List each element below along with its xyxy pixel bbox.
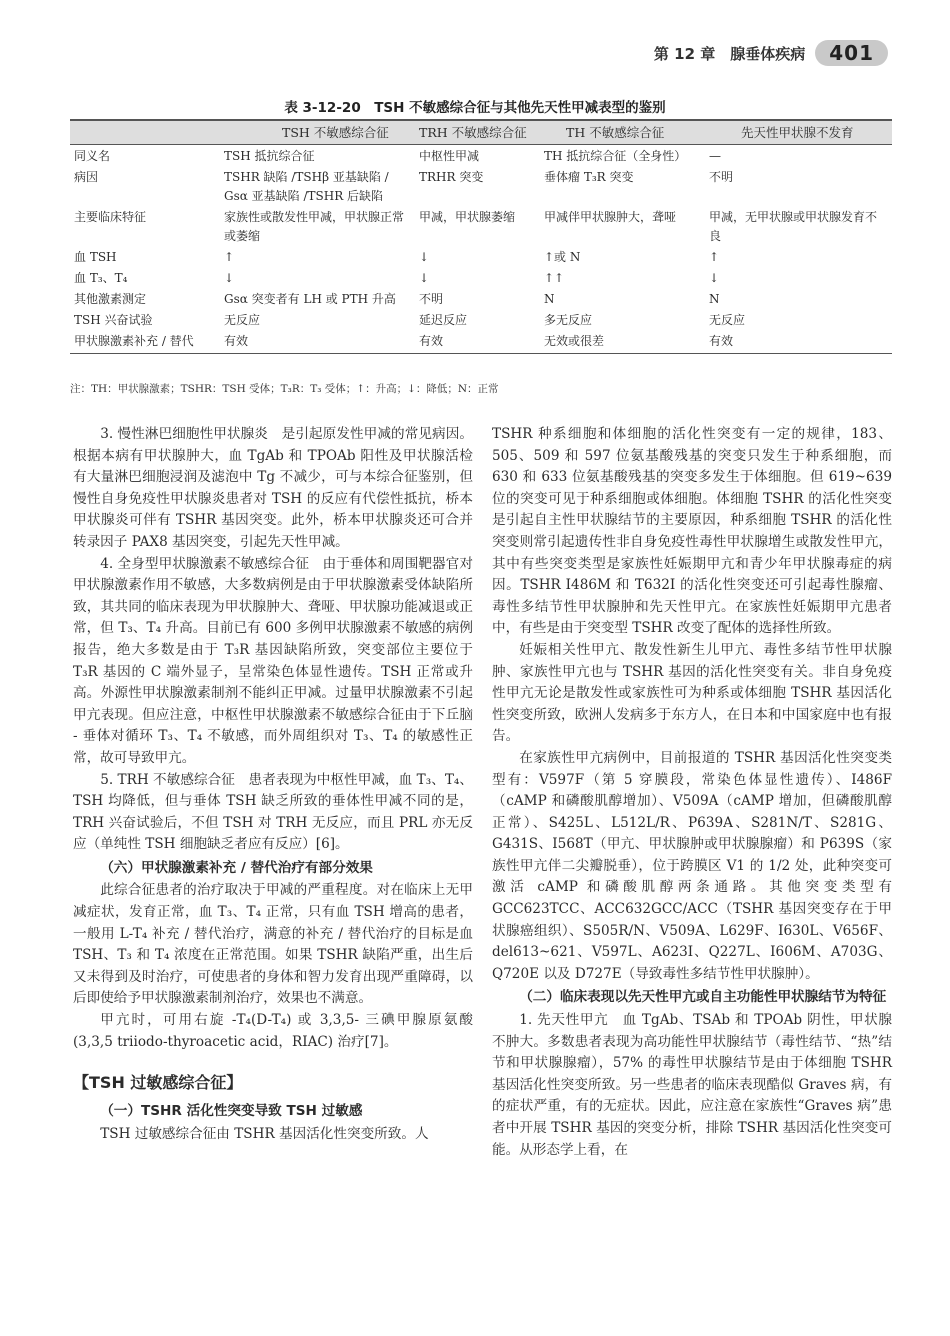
subsection-heading: （六）甲状腺激素补充 / 替代治疗有部分效果 [100,859,373,876]
subsection-heading: （二）临床表现以先天性甲亢或自主功能性甲状腺结节为特征 [519,989,887,1006]
table-header-cell: 先天性甲状腺不发育 [705,120,892,145]
table-cell: ↓ [419,271,430,285]
table-cell: 血 TSH [74,250,117,264]
table-cell: N [544,292,555,306]
page-header [654,40,888,66]
table-cell: 不明 [419,292,444,306]
paragraph: 妊娠相关性甲亢、散发性新生儿甲亢、毒性多结节性甲状腺肿、家族性甲亢也与 TSHR 基因的活化性突变有关。非自身免疫性甲亢无论是散发性或家族性可为种系或体细胞 TSHR 基因活化性突变所致，欧洲人发病多于东方人，在日本和中国家庭中也有报告。 [492,641,892,745]
paragraph: 在家族性甲亢病例中，目前报道的 TSHR 基因活化性突变类型有：V597F（第 5 穿膜段，常染色体显性遗传）、I486F（cAMP 和磷酸肌醇增加）、V509A（cAMP 增加，但磷酸肌醇正常）、S425L、L512L/R、P639A、S281N/T、S281G、G431S、I568T（甲亢、甲状腺肿或甲状腺腺瘤）和 P639S（家族性甲亢伴二尖瓣脱垂），位于跨膜区 V1 的 1/2 处，此种突变可激活 cAMP 和磷酸肌醇两条通路。其他突变类型有 GCC623TCC、ACC632GCC/ACC（TSHR 基因突变存在于甲状腺癌组织）、S505R/N、V509A、L629F、I630L、V656F、del613~621、V597L、A623I、Q227L、I606M、A703G、Q720E 以及 D727E（导致毒性多结节性甲状腺肿）。 [492,749,892,982]
table-cell: TH 抵抗综合征（全身性） [544,149,687,163]
table-cell: 无反应 [224,313,261,327]
table-cell: 甲减伴甲状腺肿大，聋哑 [544,210,677,224]
table-cell: 其他激素测定 [74,292,147,306]
section-heading: 【TSH 过敏感综合征】 [73,1073,243,1093]
table-cell: ↓ [224,271,235,285]
table-note: 注：TH：甲状腺激素；TSHR：TSH 受体；T₃R：T₃ 受体；↑：升高；↓：降低；N：正常 [70,383,499,395]
table-header-cell [70,120,220,145]
table-cell: ↑或 N [544,250,581,264]
table-title: 表 3-12-20 TSH 不敏感综合征与其他先天性甲减表型的鉴别 [284,100,666,116]
table-row [70,267,892,288]
paragraph: 1. 先天性甲亢 血 TgAb、TSAb 和 TPOAb 阴性，甲状腺不肿大。多数患者表现为高功能性甲状腺结节（毒性结节、“热”结节和甲状腺腺瘤），57% 的毒性甲状腺结节是由于体细胞 TSHR 基因活化性突变所致。另一些患者的临床表现酷似 Graves 病，有的症状严重，有的无症状。因此，应注意在家族性“Graves 病”患者中开展 TSHR 基因的突变分析，排除 TSHR 基因活化性突变可能。从形态学上看，在 [492,1012,892,1158]
right-column [492,424,892,1161]
table-cell: 不明 [709,170,734,184]
table-cell: 病因 [74,170,99,184]
table-cell: 延迟反应 [419,313,468,327]
table-cell: 血 T₃、T₄ [74,271,128,285]
table-row [70,206,892,246]
table-cell: ↓ [419,250,430,264]
paragraph: 5. TRH 不敏感综合征 患者表现为中枢性甲减，血 T₃、T₄、TSH 均降低，但与垂体 TSH 缺乏所致的垂体性甲减不同的是，TRH 兴奋试验后，不但 TSH 对 TRH 无反应，而且 PRL 亦无反应（单纯性 TSH 细胞缺乏者应有反应）[6]。 [73,771,473,853]
table-cell: TSH 抵抗综合征 [224,149,315,163]
table-row [70,145,892,167]
left-column [73,424,473,1145]
table-cell: TSH 兴奋试验 [74,313,153,327]
paragraph: 此综合征患者的治疗取决于甲减的严重程度。对在临床上无甲减症状，发育正常，血 T₃、T₄ 正常，只有血 TSH 增高的患者，一般用 L-T₄ 补充 / 替代治疗，满意的补充 / 替代治疗的目标是血 TSH、T₃ 和 T₄ 浓度在正常范围。如果 TSHR 缺陷严重，出生后又未得到及时治疗，可使患者的身体和智力发育出现严重障碍，以后即使给予甲状腺激素制剂治疗，效果也不满意。 [73,882,473,1007]
table-cell: TRHR 突变 [419,170,484,184]
paragraph: TSHR 种系细胞和体细胞的活化性突变有一定的规律，183、505、509 和 597 位氨基酸残基的突变只发生于种系细胞，而 630 和 633 位氨基酸残基的突变多发生于体细胞。但 619~639 位的突变可见于种系细胞或体细胞。体细胞 TSHR 的活化性突变是引起自主性甲状腺结节的主要原因，种系细胞 TSHR 的活化性突变则常引起遗传性非自身免疫性毒性甲状腺增生或散发性甲亢，其中有些突变类型是家族性妊娠期甲亢和青少年甲状腺毒症的病因。TSHR I486M 和 T632I 的活化性突变还可引起毒性腺瘤、毒性多结节性甲状腺肿和先天性甲亢。在家族性妊娠期甲亢患者中，有些是由于突变型 TSHR 改变了配体的选择性所致。 [492,426,892,637]
paragraph: TSH 过敏感综合征由 TSHR 基因活化性突变所致。人 [100,1125,429,1142]
table-row [70,246,892,267]
paragraph: 4. 全身型甲状腺激素不敏感综合征 由于垂体和周围靶器官对甲状腺激素作用不敏感，大多数病例是由于甲状腺激素受体缺陷所致，其共同的临床表现为甲状腺肿大、聋哑、甲状腺功能减退或正常，但 T₃、T₄ 升高。目前已有 600 多例甲状腺激素不敏感的病例报告，绝大多数是由于 T₃R 基因缺陷所致，突变部位主要位于 T₃R 基因的 C 端外显子，呈常染色体显性遗传。TSH 正常或升高。外源性甲状腺激素制剂不能纠正甲减。过量甲状腺激素不引起甲亢表现。但应注意，中枢性甲状腺激素不敏感综合征由于下丘脑 - 垂体对循环 T₃、T₄ 不敏感，而外周组织对 T₃、T₄ 的敏感性正常，故可导致甲亢。 [73,555,473,766]
table-cell: 垂体瘤 T₃R 突变 [544,170,634,184]
table-cell: 家族性或散发性甲减，甲状腺正常或萎缩 [224,210,405,243]
table-cell: 有效 [220,330,415,354]
table-cell: 中枢性甲减 [419,149,480,163]
table-cell: 甲状腺激素补充 / 替代 [70,330,220,354]
table-row [70,309,892,330]
table-cell: 有效 [705,330,892,354]
table-row [70,166,892,206]
table-cell: TSHR 缺陷 /TSHβ 亚基缺陷 / Gsα 亚基缺陷 /TSHR 后缺陷 [224,170,389,203]
table-header-row [70,120,892,145]
table-row [70,288,892,309]
paragraph: 3. 慢性淋巴细胞性甲状腺炎 是引起原发性甲减的常见病因。根据本病有甲状腺肿大，血 TgAb 和 TPOAb 阳性及甲状腺活检有大量淋巴细胞浸润及滤泡中 Tg 不减少，可与本综合征鉴别，但慢性自身免疫性甲状腺炎患者对 TSH 的反应有代偿性抵抗，桥本甲状腺炎可伴有 TSHR 基因突变。此外，桥本甲状腺炎还可合并转录因子 PAX8 基因突变，引起先天性甲减。 [73,426,473,550]
table-cell: 甲减，无甲状腺或甲状腺发育不良 [709,210,878,243]
table-cell: ↑ [224,250,235,264]
table-cell: 同义名 [74,149,111,163]
table-cell: ↓ [709,271,720,285]
subsection-heading: （一）TSHR 活化性突变导致 TSH 过敏感 [100,1103,363,1120]
table-row [70,330,892,354]
table-header-cell: TRH 不敏感综合征 [415,120,540,145]
table-cell: ↑ [709,250,720,264]
page-number: 401 [815,40,888,66]
table-cell: 甲减，甲状腺萎缩 [419,210,516,224]
comparison-table [70,119,892,354]
table-cell: 有效 [415,330,540,354]
table-cell: Gsα 突变者有 LH 或 PTH 升高 [224,292,396,306]
paragraph: 甲亢时，可用右旋 -T₄(D-T₄) 或 3,3,5- 三碘甲腺原氨酸 (3,3,5 triiodo-thyroacetic acid，RIAC) 治疗[7]。 [73,1012,473,1050]
table-cell: 多无反应 [544,313,593,327]
chapter-title: 第 12 章 腺垂体疾病 [653,44,806,63]
table-cell: 主要临床特征 [74,210,147,224]
table-cell: 无效或很差 [540,330,705,354]
table-header-cell: TH 不敏感综合征 [540,120,705,145]
table-header-cell: TSH 不敏感综合征 [220,120,415,145]
table-cell: — [709,149,721,163]
table-cell: ↑↑ [544,271,565,285]
table-cell: 无反应 [709,313,746,327]
table-cell: N [709,292,720,306]
